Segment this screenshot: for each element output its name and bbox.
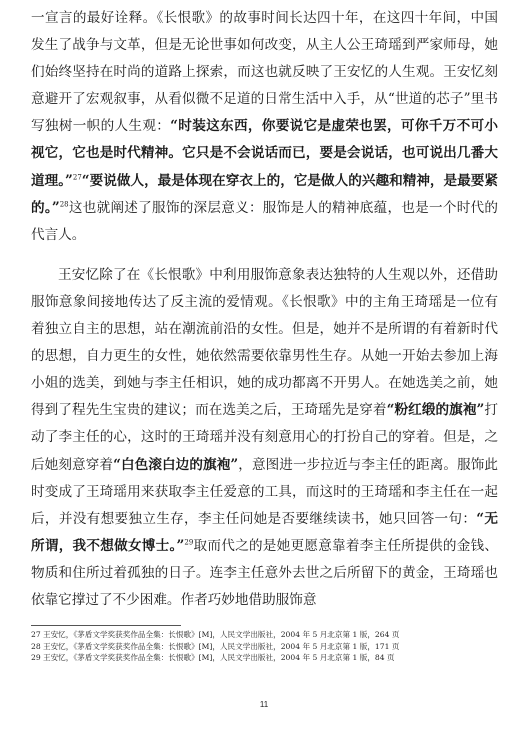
footnote-separator [31, 625, 181, 626]
footnote-text: 王安忆，《茅盾文学奖获奖作品全集：长恨歌》[M]，人民文学出版社，2004 年 5 月北京第 1 版，84 页 [43, 653, 395, 662]
quoted-text: “粉红缎的旗袍” [386, 402, 485, 419]
quoted-text: “无所谓，我不想做女博士。” [31, 510, 498, 554]
footnote-29 [31, 652, 501, 664]
footnote-reference: 28 [59, 200, 69, 209]
footnote-number: 28 [31, 641, 41, 651]
quoted-text: “时装这东西，你要说它是虚荣也罢，可你千万不可小视它，它也是时代精神。它只是不会说话而已，要是会说话，也可说出几番大道理。” [31, 118, 499, 189]
body-text-run: 这也就阐述了服饰的深层意义：服饰是人的精神底蕴，也是一个时代的代言人。 [31, 199, 498, 243]
quoted-text: “要说做人，最是体现在穿衣上的，它是做人的兴趣和精神，是最要紧的。” [31, 172, 498, 216]
footnote-reference: 27 [72, 173, 82, 182]
body-text-run: 王安忆除了在《长恨歌》中利用服饰意象表达独特的人生观以外，还借助服饰意象间接地传达了反主流的爱情观。《长恨歌》中的主角王琦瑶是一位有着独立自主的思想，站在潮流前沿的女性。但是，她并不是所谓的有着新时代的思想，自力更生的女性，她依然需要依靠男性生存。从她一开始去参加上海小姐的选美，到她与李主任相识，她的成功都离不开男人。在她选美之前，她得到了程先生宝贵的建议；而在选美之后，王琦瑶先是穿着 [31, 266, 498, 419]
footnote-number: 29 [31, 653, 41, 662]
body-text-run: 取而代之的是她更愿意靠着李主任所提供的金钱、物质和住所过着孤独的日子。连李主任意外去世之后所留下的黄金，王琦瑶也依靠它撑过了不少困难。作者巧妙地借助服饰意 [31, 537, 498, 608]
footnote-reference: 29 [184, 538, 194, 547]
footnote-27 [31, 629, 501, 641]
footnote-text: 王安忆，《茅盾文学奖获奖作品全集：长恨歌》[M]，人民文学出版社，2004 年 5 月北京第 1 版，171 页 [43, 641, 400, 651]
page-number: 11 [259, 700, 269, 709]
body-text [31, 5, 498, 614]
footnote-text: 王安忆，《茅盾文学奖获奖作品全集：长恨歌》[M]，人民文学出版社，2004 年 5 月北京第 1 版，264 页 [43, 630, 400, 639]
paragraph-1 [31, 5, 498, 249]
paragraph-2 [31, 262, 498, 614]
body-text-run: 一宣言的最好诠释。《长恨歌》的故事时间长达四十年，在这四十年间，中国发生了战争与文革，但是无论世事如何改变，从主人公王琦瑶到严家师母，她们始终坚持在时尚的道路上探索，而这也就反映了王安忆的人生观。王安忆刻意避开了宏观叙事，从看似微不足道的日常生活中入手，从“世道的芯子”里书写独树一帜的人生观： [31, 10, 498, 135]
body-text-run: 打动了李主任的心，这时的王琦瑶并没有刻意用心的打扮自己的穿着。但是，之后她刻意穿着 [31, 402, 499, 473]
body-text-run: ，意图进一步拉近与李主任的距离。服饰此时变成了王琦瑶用来获取李主任爱意的工具，而这时的王琦瑶和李主任在一起后，并没有想要独立生存，李主任问她是否要继续读书，她只回答一句： [31, 456, 499, 527]
quoted-text: “白色滚白边的旗袍” [113, 456, 239, 473]
footnote-number: 27 [31, 630, 41, 639]
footnotes [31, 629, 501, 664]
footnote-28 [31, 641, 501, 653]
